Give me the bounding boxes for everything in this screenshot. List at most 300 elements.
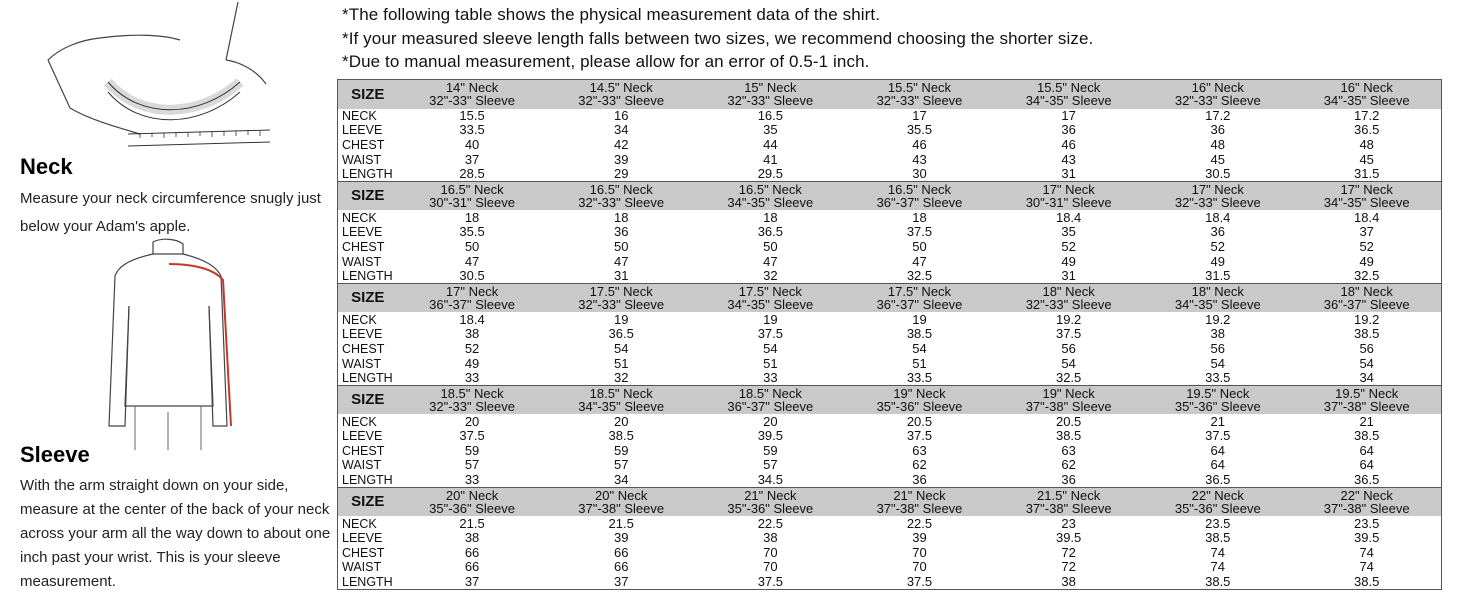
size-label: SIZE bbox=[338, 385, 398, 414]
neck-size-text: 19" Neck bbox=[1042, 385, 1095, 401]
sleeve-size-text: 32"-33" Sleeve bbox=[578, 93, 665, 109]
size-label: SIZE bbox=[338, 487, 398, 516]
sleeve-size-text: 35"-36" Sleeve bbox=[727, 501, 814, 517]
neck-size-text: 15.5" Neck bbox=[1037, 79, 1101, 95]
table-cell: 19 bbox=[613, 312, 629, 327]
table-cell: 21 bbox=[1359, 414, 1374, 429]
table-row bbox=[338, 473, 1442, 488]
table-cell: 44 bbox=[763, 137, 778, 152]
sleeve-size-text: 36"-37" Sleeve bbox=[429, 297, 515, 313]
table-cell: 49 bbox=[1210, 254, 1225, 269]
table-cell: 20 bbox=[763, 414, 778, 429]
size-header-cell bbox=[1143, 487, 1292, 516]
table-cell: 38.5 bbox=[1143, 575, 1292, 590]
sleeve-size-text: 34"-35" Sleeve bbox=[727, 195, 814, 211]
table-cell: 21 bbox=[1210, 414, 1225, 429]
table-cell: 54 bbox=[763, 341, 778, 356]
table-cell: 46 bbox=[912, 137, 927, 152]
table-cell: 31 bbox=[994, 167, 1143, 182]
table-cell: 36.5 bbox=[1143, 473, 1292, 488]
table-cell: 56 bbox=[1061, 341, 1076, 356]
table-cell: 20.5 bbox=[1055, 414, 1082, 429]
table-cell: 38 bbox=[994, 575, 1143, 590]
row-label: LEEVE bbox=[342, 225, 383, 240]
table-cell: 33 bbox=[398, 473, 547, 488]
size-header-cell bbox=[845, 283, 994, 312]
table-cell: 17.2 bbox=[1205, 108, 1231, 123]
size-header-cell bbox=[1292, 181, 1441, 210]
size-chart-table bbox=[337, 79, 1442, 590]
row-label: CHEST bbox=[342, 443, 385, 458]
sleeve-size-text: 37"-38" Sleeve bbox=[1025, 501, 1112, 517]
table-cell: 66 bbox=[464, 545, 480, 560]
table-cell: 19.2 bbox=[1055, 312, 1082, 327]
table-cell: 36.5 bbox=[608, 327, 634, 342]
row-label: WAIST bbox=[342, 356, 382, 371]
table-cell: 47 bbox=[464, 254, 480, 269]
table-row bbox=[338, 138, 1442, 153]
table-cell: 31.5 bbox=[1143, 269, 1292, 284]
row-label: WAIST bbox=[342, 458, 382, 473]
table-cell: 18.4 bbox=[1055, 210, 1082, 225]
table-cell: 48 bbox=[1210, 137, 1225, 152]
sleeve-size-text: 36"-37" Sleeve bbox=[727, 399, 814, 415]
row-label: CHEST bbox=[342, 545, 385, 560]
neck-size-text: 22" Neck bbox=[1191, 487, 1244, 503]
table-cell: 48 bbox=[1359, 137, 1374, 152]
sleeve-size-text: 30"-31" Sleeve bbox=[1025, 195, 1112, 211]
table-row bbox=[338, 210, 1442, 225]
table-cell: 37.5 bbox=[696, 575, 845, 590]
table-cell: 57 bbox=[763, 458, 778, 473]
table-cell: 38.5 bbox=[608, 429, 634, 444]
sleeve-size-text: 34"-35" Sleeve bbox=[1025, 93, 1112, 109]
neck-size-text: 19.5" Neck bbox=[1335, 385, 1399, 401]
table-cell: 18 bbox=[912, 210, 927, 225]
table-cell: 37.5 bbox=[757, 327, 783, 342]
table-cell: 52 bbox=[1061, 239, 1076, 254]
table-cell: 70 bbox=[763, 545, 778, 560]
table-cell: 59 bbox=[763, 443, 778, 458]
neck-size-text: 18.5" Neck bbox=[589, 385, 653, 401]
table-cell: 18.4 bbox=[1205, 210, 1231, 225]
table-row bbox=[338, 225, 1442, 240]
size-header-cell bbox=[1292, 283, 1441, 312]
table-cell: 70 bbox=[912, 545, 927, 560]
row-label: WAIST bbox=[342, 152, 382, 167]
table-row bbox=[338, 458, 1442, 473]
table-cell: 57 bbox=[464, 458, 480, 473]
neck-size-text: 18.5" Neck bbox=[440, 385, 504, 401]
neck-size-text: 18" Neck bbox=[1191, 283, 1244, 299]
neck-size-text: 19" Neck bbox=[893, 385, 946, 401]
sleeve-title: Sleeve bbox=[20, 442, 90, 467]
neck-size-text: 17" Neck bbox=[1340, 181, 1393, 197]
table-cell: 32 bbox=[696, 269, 845, 284]
table-row bbox=[338, 269, 1442, 284]
table-cell: 74 bbox=[1210, 560, 1225, 575]
sleeve-size-text: 32"-33" Sleeve bbox=[727, 93, 814, 109]
size-header-cell bbox=[1143, 80, 1292, 109]
table-cell: 64 bbox=[1359, 443, 1374, 458]
table-cell: 34 bbox=[1292, 371, 1441, 386]
table-cell: 18.4 bbox=[459, 312, 485, 327]
size-header-cell bbox=[994, 283, 1143, 312]
table-row bbox=[338, 531, 1442, 546]
table-cell: 20 bbox=[613, 414, 629, 429]
table-cell: 45 bbox=[1359, 152, 1374, 167]
table-cell: 47 bbox=[912, 254, 927, 269]
table-cell: 38 bbox=[464, 327, 480, 342]
table-cell: 36 bbox=[1210, 225, 1225, 240]
table-cell: 54 bbox=[1359, 356, 1374, 371]
size-header-row bbox=[338, 385, 1442, 414]
row-label: LEEVE bbox=[342, 327, 383, 342]
sleeve-size-text: 36"-37" Sleeve bbox=[876, 297, 963, 313]
sleeve-size-text: 37"-38" Sleeve bbox=[1025, 399, 1112, 415]
size-header-cell bbox=[696, 487, 845, 516]
table-cell: 32.5 bbox=[994, 371, 1143, 386]
sleeve-size-text: 37"-38" Sleeve bbox=[1323, 501, 1410, 517]
neck-size-text: 17.5" Neck bbox=[589, 283, 653, 299]
row-label: LENGTH bbox=[338, 371, 398, 386]
table-cell: 63 bbox=[1061, 443, 1076, 458]
size-header-row bbox=[338, 181, 1442, 210]
table-cell: 54 bbox=[1061, 356, 1076, 371]
neck-size-text: 17" Neck bbox=[1191, 181, 1244, 197]
neck-size-text: 17" Neck bbox=[445, 283, 499, 299]
table-cell: 16.5 bbox=[757, 108, 783, 123]
table-row bbox=[338, 560, 1442, 575]
neck-size-text: 15" Neck bbox=[744, 79, 797, 95]
table-cell: 37 bbox=[1359, 225, 1374, 240]
table-cell: 38.5 bbox=[1055, 429, 1082, 444]
table-cell: 21.5 bbox=[608, 516, 634, 531]
table-cell: 36 bbox=[1210, 123, 1225, 138]
table-cell: 37.5 bbox=[1205, 429, 1231, 444]
sleeve-size-text: 37"-38" Sleeve bbox=[1323, 399, 1410, 415]
table-cell: 64 bbox=[1210, 443, 1225, 458]
table-cell: 66 bbox=[613, 545, 629, 560]
table-cell: 74 bbox=[1359, 545, 1374, 560]
neck-size-text: 16.5" Neck bbox=[738, 181, 802, 197]
table-cell: 41 bbox=[763, 152, 778, 167]
neck-size-text: 22" Neck bbox=[1340, 487, 1393, 503]
size-header-cell bbox=[845, 487, 994, 516]
size-header-cell bbox=[547, 385, 696, 414]
sleeve-size-text: 35"-36" Sleeve bbox=[1174, 399, 1261, 415]
table-cell: 19 bbox=[912, 312, 927, 327]
table-cell: 49 bbox=[1061, 254, 1076, 269]
row-label: NECK bbox=[342, 516, 377, 531]
table-cell: 56 bbox=[1210, 341, 1225, 356]
table-cell: 59 bbox=[464, 443, 480, 458]
table-cell: 19.2 bbox=[1354, 312, 1380, 327]
note-sleeve-recommendation: *If your measured sleeve length falls between two sizes, we recommend choosing the shorter size. bbox=[342, 28, 1094, 48]
table-cell: 31 bbox=[994, 269, 1143, 284]
table-cell: 39.5 bbox=[1354, 530, 1380, 546]
table-row bbox=[338, 240, 1442, 255]
row-label: LENGTH bbox=[338, 269, 398, 284]
table-cell: 31 bbox=[547, 269, 696, 284]
size-header-cell bbox=[547, 283, 696, 312]
neck-size-text: 14" Neck bbox=[445, 79, 499, 95]
table-cell: 33.5 bbox=[459, 123, 485, 138]
size-header-cell bbox=[696, 80, 845, 109]
table-cell: 66 bbox=[464, 560, 480, 575]
table-cell: 30.5 bbox=[1143, 167, 1292, 182]
table-cell: 54 bbox=[912, 341, 927, 356]
table-cell: 52 bbox=[1359, 239, 1374, 254]
table-cell: 40 bbox=[464, 137, 480, 152]
table-cell: 49 bbox=[464, 356, 480, 371]
table-cell: 35.5 bbox=[459, 225, 485, 240]
sleeve-size-text: 34"-35" Sleeve bbox=[1174, 297, 1261, 313]
table-cell: 38 bbox=[1210, 327, 1225, 342]
neck-size-text: 21.5" Neck bbox=[1037, 487, 1101, 503]
table-row bbox=[338, 414, 1442, 429]
sleeve-size-text: 32"-33" Sleeve bbox=[1025, 297, 1112, 313]
table-cell: 50 bbox=[763, 239, 778, 254]
sleeve-size-text: 32"-33" Sleeve bbox=[429, 399, 515, 415]
size-header-cell bbox=[845, 181, 994, 210]
row-label: LEEVE bbox=[342, 531, 383, 546]
sleeve-size-text: 32"-33" Sleeve bbox=[876, 93, 963, 109]
table-cell: 39 bbox=[912, 530, 927, 546]
table-cell: 38 bbox=[464, 530, 480, 546]
table-row bbox=[338, 429, 1442, 444]
row-label: LENGTH bbox=[338, 167, 398, 182]
table-row bbox=[338, 356, 1442, 371]
table-cell: 36 bbox=[613, 225, 629, 240]
table-cell: 50 bbox=[613, 239, 629, 254]
size-header-row bbox=[338, 283, 1442, 312]
table-cell: 38.5 bbox=[906, 327, 933, 342]
table-cell: 35 bbox=[1061, 225, 1076, 240]
table-cell: 32.5 bbox=[845, 269, 994, 284]
table-cell: 38.5 bbox=[1354, 429, 1380, 444]
note-error-tolerance: *Due to manual measurement, please allow for an error of 0.5-1 inch. bbox=[342, 52, 870, 71]
size-label: SIZE bbox=[338, 181, 398, 210]
table-cell: 36 bbox=[1061, 123, 1076, 138]
table-cell: 37 bbox=[547, 575, 696, 590]
sleeve-size-text: 35"-36" Sleeve bbox=[876, 399, 963, 415]
table-cell: 39.5 bbox=[1055, 530, 1082, 546]
table-cell: 74 bbox=[1210, 545, 1225, 560]
size-header-cell bbox=[1292, 487, 1441, 516]
table-row bbox=[338, 109, 1442, 124]
table-cell: 52 bbox=[464, 341, 480, 356]
table-cell: 36 bbox=[845, 473, 994, 488]
table-cell: 37.5 bbox=[1055, 327, 1082, 342]
table-cell: 18 bbox=[763, 210, 778, 225]
size-header-row bbox=[338, 487, 1442, 516]
row-label: NECK bbox=[342, 312, 377, 327]
table-cell: 32 bbox=[547, 371, 696, 386]
sleeve-size-text: 36"-37" Sleeve bbox=[876, 195, 963, 211]
table-cell: 39.5 bbox=[757, 429, 783, 444]
table-row bbox=[338, 444, 1442, 459]
table-cell: 39 bbox=[613, 152, 629, 167]
measurement-guide bbox=[0, 0, 330, 600]
row-label: CHEST bbox=[342, 341, 385, 356]
table-cell: 70 bbox=[912, 560, 927, 575]
table-cell: 28.5 bbox=[398, 167, 547, 182]
table-cell: 37 bbox=[398, 575, 547, 590]
row-label: NECK bbox=[342, 414, 377, 429]
size-header-cell bbox=[547, 487, 696, 516]
neck-title: Neck bbox=[20, 154, 73, 179]
sleeve-size-text: 37"-38" Sleeve bbox=[578, 501, 665, 517]
neck-size-text: 16.5" Neck bbox=[589, 181, 653, 197]
row-label: WAIST bbox=[342, 560, 382, 575]
neck-size-text: 20" Neck bbox=[595, 487, 648, 503]
table-cell: 23.5 bbox=[1205, 516, 1231, 531]
table-cell: 64 bbox=[1210, 458, 1225, 473]
table-cell: 43 bbox=[1061, 152, 1076, 167]
size-header-cell bbox=[547, 181, 696, 210]
neck-size-text: 18" Neck bbox=[1042, 283, 1095, 299]
table-cell: 59 bbox=[613, 443, 629, 458]
table-cell: 72 bbox=[1061, 545, 1076, 560]
table-cell: 70 bbox=[763, 560, 778, 575]
table-cell: 38 bbox=[763, 530, 778, 546]
size-header-cell bbox=[696, 385, 845, 414]
sleeve-size-text: 34"-35" Sleeve bbox=[1323, 195, 1410, 211]
table-cell: 37.5 bbox=[845, 575, 994, 590]
size-header-cell bbox=[547, 80, 696, 109]
table-row bbox=[338, 152, 1442, 167]
size-label: SIZE bbox=[338, 283, 398, 312]
row-label: LEEVE bbox=[342, 429, 383, 444]
size-header-cell bbox=[994, 487, 1143, 516]
row-label: CHEST bbox=[342, 137, 385, 152]
table-row bbox=[338, 371, 1442, 386]
row-label: LEEVE bbox=[342, 123, 383, 138]
table-cell: 36.5 bbox=[1354, 123, 1380, 138]
neck-size-text: 20" Neck bbox=[445, 487, 499, 503]
table-cell: 38.5 bbox=[1354, 327, 1380, 342]
table-cell: 22.5 bbox=[757, 516, 783, 531]
table-cell: 38.5 bbox=[1205, 530, 1231, 546]
row-label: WAIST bbox=[342, 254, 382, 269]
sleeve-size-text: 35"-36" Sleeve bbox=[429, 501, 515, 517]
table-cell: 17 bbox=[912, 108, 927, 123]
size-header-cell bbox=[1292, 385, 1441, 414]
size-header-cell bbox=[845, 385, 994, 414]
table-cell: 23 bbox=[1061, 516, 1076, 531]
neck-measurement-illustration bbox=[30, 0, 310, 160]
table-cell: 34 bbox=[613, 123, 629, 138]
size-header-cell bbox=[1143, 385, 1292, 414]
table-cell: 51 bbox=[763, 356, 778, 371]
sleeve-size-text: 35"-36" Sleeve bbox=[1174, 501, 1261, 517]
neck-size-text: 14.5" Neck bbox=[589, 79, 653, 95]
sleeve-instructions: With the arm straight down on your side, measure at the center of the back of your neck across your arm all the way down to about one inch past your wrist. This is your sleeve measurement. bbox=[20, 477, 331, 590]
table-cell: 42 bbox=[613, 137, 629, 152]
table-cell: 20 bbox=[464, 414, 480, 429]
table-cell: 29.5 bbox=[696, 167, 845, 182]
sleeve-size-text: 32"-33" Sleeve bbox=[578, 297, 665, 313]
sleeve-size-text: 36"-37" Sleeve bbox=[1323, 297, 1410, 313]
table-row bbox=[338, 546, 1442, 561]
table-row bbox=[338, 327, 1442, 342]
size-header-cell bbox=[994, 181, 1143, 210]
row-label: LENGTH bbox=[338, 473, 398, 488]
sleeve-size-text: 30"-31" Sleeve bbox=[429, 195, 515, 211]
table-cell: 66 bbox=[613, 560, 629, 575]
table-cell: 32.5 bbox=[1292, 269, 1441, 284]
table-cell: 52 bbox=[1210, 239, 1225, 254]
table-cell: 15.5 bbox=[459, 108, 485, 123]
neck-size-text: 18.5" Neck bbox=[738, 385, 802, 401]
row-label: NECK bbox=[342, 210, 377, 225]
table-cell: 63 bbox=[912, 443, 927, 458]
sleeve-size-text: 32"-33" Sleeve bbox=[578, 195, 665, 211]
note-measurement-data: *The following table shows the physical measurement data of the shirt. bbox=[342, 5, 881, 24]
table-cell: 23.5 bbox=[1354, 516, 1380, 531]
size-header-cell bbox=[398, 80, 547, 109]
table-cell: 46 bbox=[1061, 137, 1076, 152]
table-cell: 17.2 bbox=[1354, 108, 1380, 123]
neck-size-text: 18" Neck bbox=[1340, 283, 1393, 299]
table-cell: 72 bbox=[1061, 560, 1076, 575]
table-cell: 37.5 bbox=[459, 429, 485, 444]
table-cell: 47 bbox=[613, 254, 629, 269]
table-cell: 51 bbox=[613, 356, 629, 371]
neck-size-text: 16.5" Neck bbox=[440, 181, 504, 197]
table-cell: 50 bbox=[464, 239, 480, 254]
sleeve-size-text: 32"-33" Sleeve bbox=[1174, 195, 1261, 211]
table-row bbox=[338, 123, 1442, 138]
table-cell: 30.5 bbox=[398, 269, 547, 284]
row-label: CHEST bbox=[342, 239, 385, 254]
sleeve-size-text: 34"-35" Sleeve bbox=[1323, 93, 1410, 109]
table-cell: 64 bbox=[1359, 458, 1374, 473]
table-row bbox=[338, 167, 1442, 182]
size-header-cell bbox=[1143, 283, 1292, 312]
table-cell: 18 bbox=[613, 210, 629, 225]
table-cell: 33 bbox=[398, 371, 547, 386]
table-cell: 57 bbox=[613, 458, 629, 473]
size-header-cell bbox=[398, 283, 547, 312]
table-cell: 56 bbox=[1359, 341, 1374, 356]
table-cell: 21.5 bbox=[459, 516, 485, 531]
size-header-row bbox=[338, 80, 1442, 109]
table-cell: 35 bbox=[763, 123, 778, 138]
table-cell: 36 bbox=[994, 473, 1143, 488]
table-row bbox=[338, 575, 1442, 590]
table-cell: 19 bbox=[763, 312, 778, 327]
table-cell: 18.4 bbox=[1354, 210, 1380, 225]
table-cell: 22.5 bbox=[906, 516, 933, 531]
sleeve-size-text: 32"-33" Sleeve bbox=[1174, 93, 1261, 109]
sleeve-size-text: 32"-33" Sleeve bbox=[429, 93, 515, 109]
neck-instructions: Measure your neck circumference snugly just below your Adam's apple. bbox=[20, 190, 321, 235]
table-cell: 33.5 bbox=[1143, 371, 1292, 386]
neck-size-text: 21" Neck bbox=[893, 487, 946, 503]
neck-size-text: 17.5" Neck bbox=[887, 283, 952, 299]
neck-size-text: 16" Neck bbox=[1340, 79, 1393, 95]
table-cell: 45 bbox=[1210, 152, 1225, 167]
table-cell: 54 bbox=[613, 341, 629, 356]
table-cell: 43 bbox=[912, 152, 927, 167]
table-cell: 62 bbox=[912, 458, 927, 473]
table-cell: 74 bbox=[1359, 560, 1374, 575]
table-cell: 29 bbox=[547, 167, 696, 182]
table-cell: 47 bbox=[763, 254, 778, 269]
neck-size-text: 19.5" Neck bbox=[1186, 385, 1250, 401]
